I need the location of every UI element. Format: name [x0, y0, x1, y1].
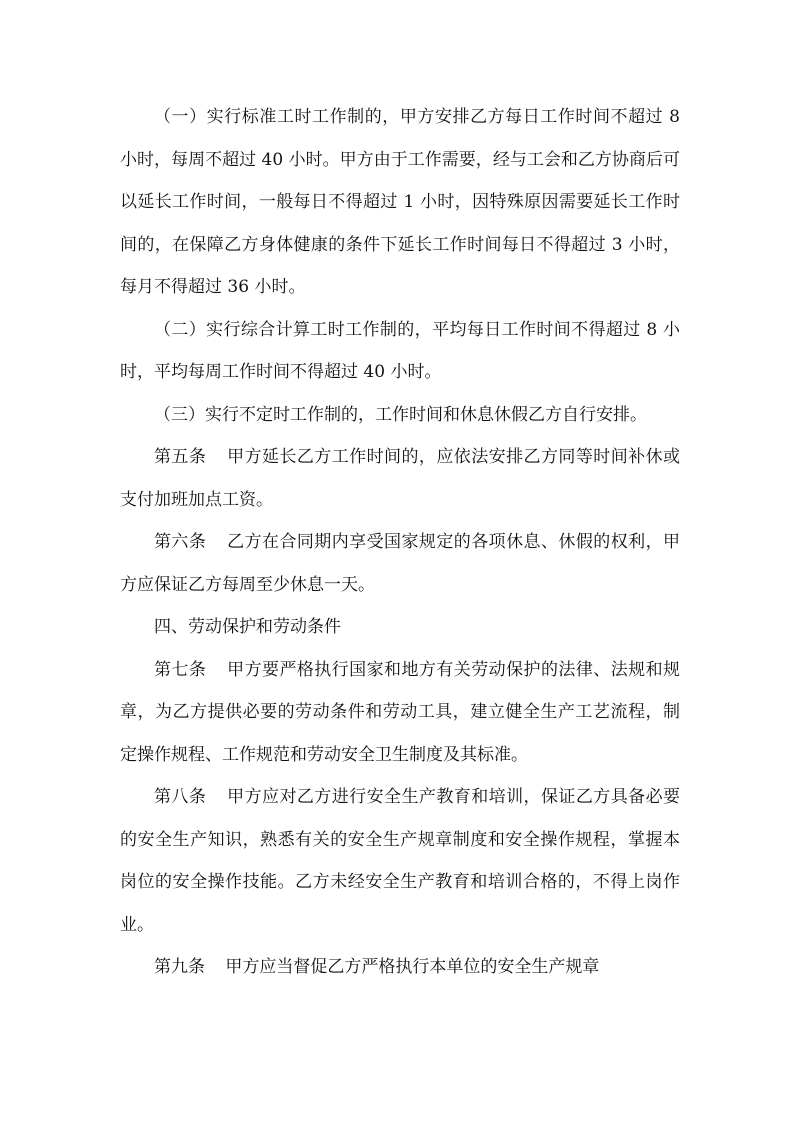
- article-6-label: 第六条: [154, 532, 207, 552]
- article-7: [120, 649, 680, 777]
- clause-comprehensive-hours: （二）实行综合计算工时工作制的，平均每日工作时间不得超过 8 小时，平均每周工作时间不得超过 40 小时。: [120, 319, 680, 382]
- document-body: [120, 96, 680, 989]
- clause-flexible-hours: （三）实行不定时工作制的，工作时间和休息休假乙方自行安排。: [154, 404, 647, 425]
- article-5-text: 甲方延长乙方工作时间的，应依法安排乙方同等时间补休或支付加班加点工资。: [120, 447, 681, 510]
- article-9-text: 甲方应当督促乙方严格执行本单位的安全生产规章: [225, 957, 600, 977]
- article-8-label: 第八条: [154, 787, 207, 807]
- article-5-label: 第五条: [154, 447, 207, 467]
- section-4-heading: 四、劳动保护和劳动条件: [154, 617, 341, 637]
- article-5: [120, 436, 680, 521]
- article-7-label: 第七条: [154, 659, 207, 680]
- article-6: [120, 521, 680, 606]
- article-6-text: 乙方在合同期内享受国家规定的各项休息、休假的权利，甲方应保证乙方每周至少休息一天。: [120, 532, 681, 595]
- article-8-text: 甲方应对乙方进行安全生产教育和培训，保证乙方具备必要的安全生产知识，熟悉有关的安全生产规章制度和安全操作规程，掌握本岗位的安全操作技能。乙方未经安全生产教育和培训合格的，不得上岗作业。: [120, 787, 681, 935]
- article-8: [120, 776, 680, 946]
- article-9: [120, 946, 680, 989]
- clause-standard-hours: （一）实行标准工时工作制的，甲方安排乙方每日工作时间不超过 8 小时，每周不超过 40 小时。甲方由于工作需要，经与工会和乙方协商后可以延长工作时间，一般每日不得超过 1 小时，因特殊原因需要延长工作时间的，在保障乙方身体健康的条件下延长工作时间每日不得超过 3 小时，每月不得超过 36 小时。: [120, 107, 680, 297]
- article-9-label: 第九条: [154, 957, 205, 977]
- article-7-text: 甲方要严格执行国家和地方有关劳动保护的法律、法规和规章，为乙方提供必要的劳动条件和劳动工具，建立健全生产工艺流程，制定操作规程、工作规范和劳动安全卫生制度及其标准。: [120, 659, 681, 765]
